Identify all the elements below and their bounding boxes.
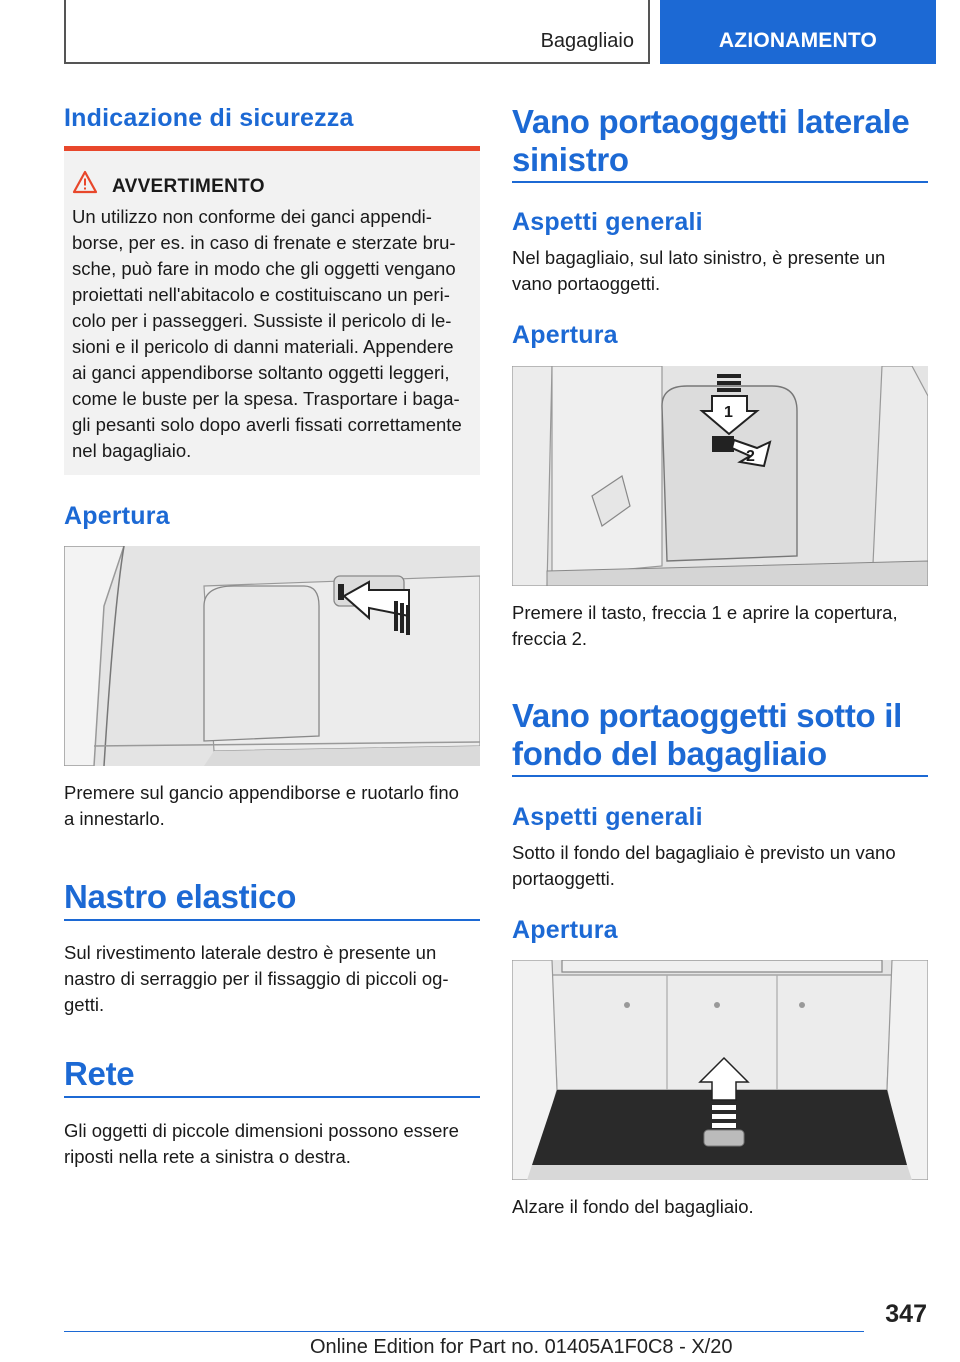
rete-rule — [64, 1096, 480, 1098]
warning-line: Un utilizzo non conforme dei ganci appendi- — [72, 206, 432, 227]
aspetti-generali-2-heading: Aspetti generali — [512, 803, 703, 831]
warning-text — [72, 204, 476, 464]
rete-line: riposti nella rete a sinistra o destra. — [64, 1146, 351, 1167]
aspetti-generali-1-heading: Aspetti generali — [512, 208, 703, 236]
caption-line: Premere sul gancio appendiborse e ruotarlo fino — [64, 782, 459, 803]
apertura-2-heading: Apertura — [512, 916, 618, 944]
text-line: Nel bagagliaio, sul lato sinistro, è presente un — [512, 247, 886, 268]
caption-line: a innestarlo. — [64, 808, 165, 829]
nastro-line: getti. — [64, 994, 105, 1015]
warning-triangle-icon — [72, 170, 98, 194]
safety-heading: Indicazione di sicurezza — [64, 104, 354, 132]
hook-illustration — [64, 546, 480, 766]
arrow-1-label: 1 — [724, 404, 733, 421]
footer-rule — [64, 1331, 864, 1332]
apertura-1-heading: Apertura — [512, 321, 618, 349]
warning-line: colo per i passeggeri. Sussiste il pericolo di le- — [72, 310, 452, 331]
warning-title: AVVERTIMENTO — [112, 176, 265, 197]
heading-line: Vano portaoggetti sotto il — [512, 697, 903, 734]
warning-line: proiettati nell'abitacolo e costituiscano un peri- — [72, 284, 450, 305]
edition-text: Online Edition for Part no. 01405A1F0C8 - X/20 — [310, 1336, 733, 1358]
apertura-1-caption — [512, 600, 928, 652]
rete-heading: Rete — [64, 1055, 135, 1092]
section-title: Bagagliaio — [540, 30, 634, 52]
page-number: 347 — [885, 1300, 927, 1328]
apertura-caption-left — [64, 780, 480, 832]
vano-fondo-heading — [512, 697, 902, 773]
header-box — [64, 0, 650, 64]
apertura-2-caption: Alzare il fondo del bagagliaio. — [512, 1196, 754, 1217]
caption-line: Premere il tasto, freccia 1 e aprire la copertura, — [512, 602, 898, 623]
nastro-line: Sul rivestimento laterale destro è presente un — [64, 942, 437, 963]
aspetti-generali-1-text — [512, 245, 928, 297]
warning-line: gli pesanti solo dopo averli fissati correttamente — [72, 414, 462, 435]
warning-line: come le buste per la spesa. Trasportare i baga- — [72, 388, 460, 409]
text-line: Sotto il fondo del bagagliaio è previsto un vano — [512, 842, 896, 863]
heading-line: fondo del bagagliaio — [512, 735, 827, 772]
arrow-2-label: 2 — [746, 448, 755, 465]
warning-line: sche, può fare in modo che gli oggetti vengano — [72, 258, 456, 279]
vano-fondo-rule — [512, 775, 928, 777]
nastro-text — [64, 940, 480, 1018]
nastro-line: nastro di serraggio per il fissaggio di piccoli og- — [64, 968, 449, 989]
aspetti-generali-2-text — [512, 840, 928, 892]
warning-line: ai ganci appendiborse soltanto oggetti leggeri, — [72, 362, 450, 383]
vano-laterale-heading — [512, 103, 909, 179]
text-line: vano portaoggetti. — [512, 273, 661, 294]
warning-line: sioni e il pericolo di danni materiali. Appendere — [72, 336, 454, 357]
vano-laterale-rule — [512, 181, 928, 183]
nastro-heading: Nastro elastico — [64, 878, 297, 915]
trunk-floor-illustration — [512, 960, 928, 1180]
rete-text — [64, 1118, 480, 1170]
warning-line: nel bagagliaio. — [72, 440, 192, 461]
nastro-rule — [64, 919, 480, 921]
text-line: portaoggetti. — [512, 868, 615, 889]
side-compartment-illustration — [512, 366, 928, 586]
warning-line: borse, per es. in caso di frenate e sterzate bru- — [72, 232, 456, 253]
heading-line: Vano portaoggetti laterale — [512, 103, 910, 140]
heading-line: sinistro — [512, 141, 629, 178]
caption-line: freccia 2. — [512, 628, 588, 649]
chapter-tab: AZIONAMENTO — [660, 0, 936, 64]
rete-line: Gli oggetti di piccole dimensioni possono essere — [64, 1120, 459, 1141]
apertura-heading-left: Apertura — [64, 502, 170, 530]
